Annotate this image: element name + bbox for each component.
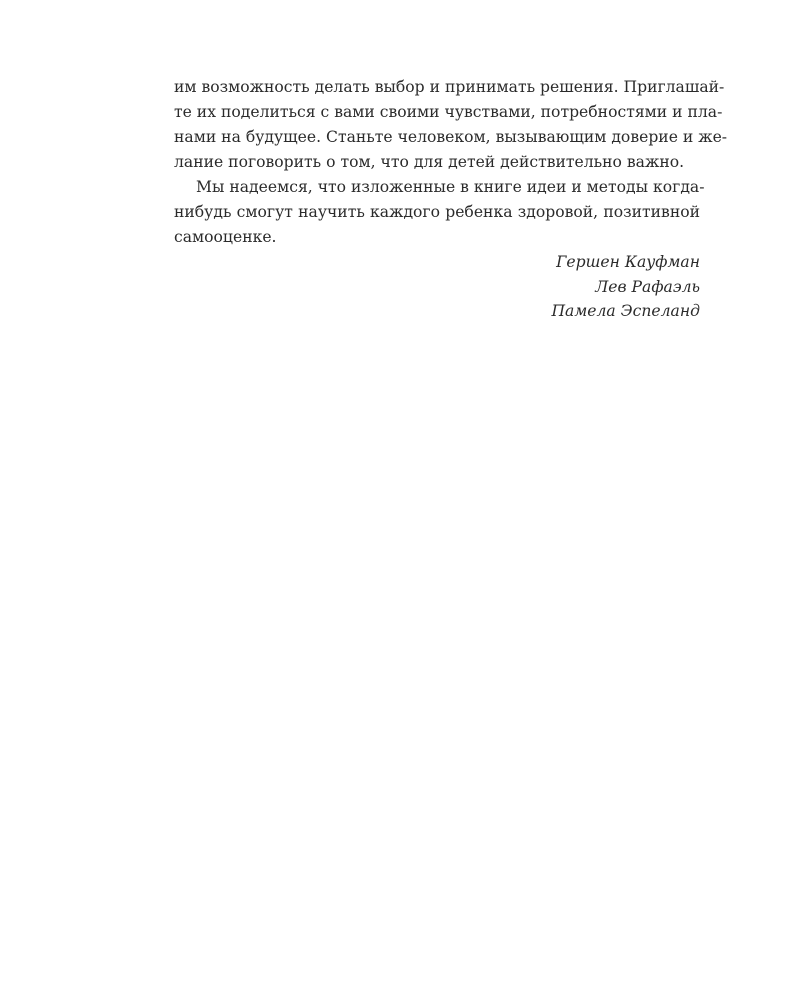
text-line: им возможность делать выбор и принимать решения. Приглашай- xyxy=(174,78,725,96)
text-line: самооценке. xyxy=(174,228,277,246)
text-line: Мы надеемся, что изложенные в книге идеи и методы когда- xyxy=(196,178,705,196)
signatures xyxy=(174,250,700,324)
author-signature: Лев Рафаэль xyxy=(595,277,700,296)
text-line: нибудь смогут научить каждого ребенка здоровой, позитивной xyxy=(174,203,700,221)
text-line: нами на будущее. Станьте человеком, вызывающим доверие и же- xyxy=(174,128,728,146)
paragraph-1 xyxy=(174,75,728,175)
author-signature: Гершен Кауфман xyxy=(556,253,700,271)
text-line: те их поделиться с вами своими чувствами, потребностями и пла- xyxy=(174,103,723,121)
book-page xyxy=(174,75,728,324)
text-line: лание поговорить о том, что для детей действительно важно. xyxy=(174,153,685,171)
author-signature: Памела Эспеланд xyxy=(551,302,700,320)
paragraph-2 xyxy=(174,175,705,250)
